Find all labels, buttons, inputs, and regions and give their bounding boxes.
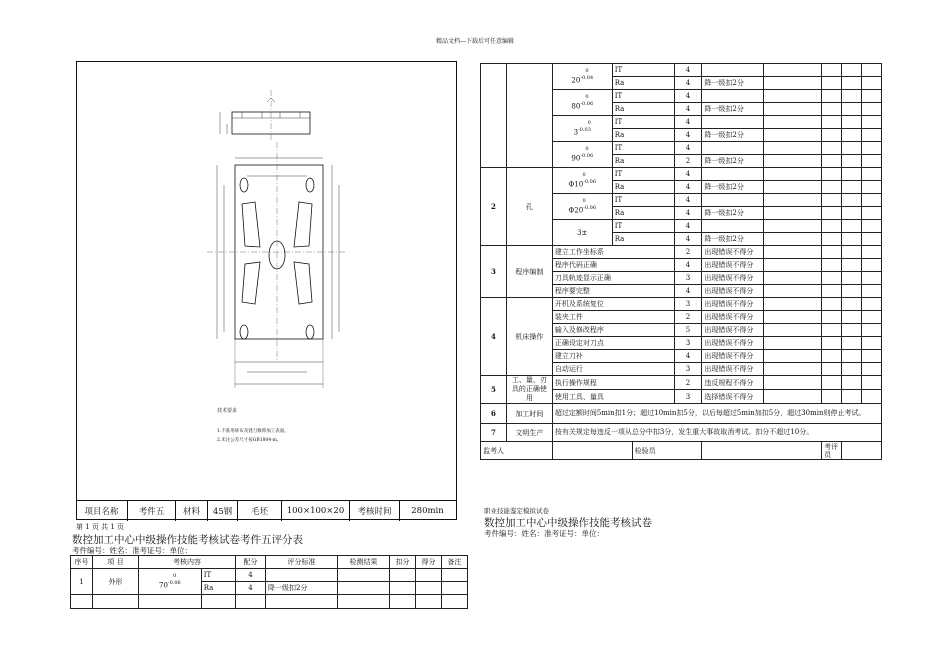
table-row bbox=[481, 376, 882, 390]
table-cell bbox=[861, 194, 881, 207]
table-cell: 4 bbox=[674, 116, 702, 129]
table-row bbox=[71, 595, 468, 609]
table-cell bbox=[822, 324, 842, 337]
table-cell: 降一级扣2分 bbox=[702, 207, 764, 220]
table-cell bbox=[842, 142, 862, 155]
table-cell bbox=[842, 220, 862, 233]
table-cell bbox=[842, 259, 862, 272]
table-cell bbox=[390, 582, 416, 595]
table-cell: 3 bbox=[481, 246, 507, 298]
table-cell: IT bbox=[612, 194, 674, 207]
table-cell bbox=[764, 90, 822, 103]
table-cell bbox=[861, 77, 881, 90]
table-cell bbox=[822, 129, 842, 142]
table-cell: 3 bbox=[674, 298, 702, 311]
table-row bbox=[481, 298, 882, 311]
table-cell: 使用工具、量具 bbox=[552, 390, 674, 404]
table-cell bbox=[702, 116, 764, 129]
table-cell bbox=[822, 337, 842, 350]
table-cell bbox=[842, 246, 862, 259]
table-cell: 降一级扣2分 bbox=[702, 103, 764, 116]
table-cell bbox=[338, 582, 390, 595]
table-cell: 出现错误不得分 bbox=[702, 324, 764, 337]
table-cell: Ra bbox=[612, 181, 674, 194]
table-cell bbox=[338, 569, 390, 582]
table-cell bbox=[822, 350, 842, 363]
table-cell bbox=[861, 90, 881, 103]
table-cell bbox=[861, 129, 881, 142]
table-cell: 降一级扣2分 bbox=[702, 155, 764, 168]
table-cell bbox=[822, 272, 842, 285]
table-cell: 加工时间 bbox=[506, 404, 552, 424]
checker-label: 检验员 bbox=[632, 442, 702, 460]
hole-no: 2 bbox=[481, 168, 507, 246]
table-cell bbox=[861, 233, 881, 246]
row1-dim: 0 $70^{-0.06}$ bbox=[139, 569, 202, 595]
inspector-label: 监考人 bbox=[481, 442, 553, 460]
table-cell bbox=[702, 220, 764, 233]
hdr-deduct: 扣分 bbox=[390, 556, 416, 569]
table-cell: IT bbox=[612, 116, 674, 129]
table-cell: 4 bbox=[674, 129, 702, 142]
table-cell: 出现错误不得分 bbox=[702, 350, 764, 363]
table-cell bbox=[822, 194, 842, 207]
table-cell bbox=[764, 64, 822, 77]
hdr-item: 项 目 bbox=[93, 556, 139, 569]
table-cell bbox=[416, 569, 442, 582]
table-cell bbox=[861, 337, 881, 350]
table-cell: 4 bbox=[674, 259, 702, 272]
table-cell bbox=[764, 168, 822, 181]
hdr-result: 检测结果 bbox=[338, 556, 390, 569]
table-cell bbox=[764, 259, 822, 272]
hdr-score: 得分 bbox=[416, 556, 442, 569]
material-value: 45钢 bbox=[208, 501, 238, 521]
table-cell bbox=[822, 168, 842, 181]
table-cell bbox=[702, 194, 764, 207]
table-cell: 0 $\Phi 20^{-0.06}$ bbox=[552, 194, 612, 220]
table-cell bbox=[236, 595, 266, 609]
table-cell bbox=[861, 363, 881, 376]
table-cell bbox=[861, 350, 881, 363]
table-cell bbox=[266, 569, 338, 582]
table-cell bbox=[416, 582, 442, 595]
table-cell bbox=[822, 77, 842, 90]
left-score-table bbox=[70, 555, 468, 609]
table-cell: 4 bbox=[674, 181, 702, 194]
time-value: 280min bbox=[411, 506, 444, 516]
table-cell: 开机及系统复位 bbox=[552, 298, 674, 311]
table-cell bbox=[702, 90, 764, 103]
notes-title: 技术要求 bbox=[217, 408, 238, 414]
table-cell bbox=[861, 220, 881, 233]
table-cell bbox=[764, 155, 822, 168]
table-cell: 2 bbox=[674, 376, 702, 390]
table-cell: 4 bbox=[674, 77, 702, 90]
table-cell bbox=[764, 311, 822, 324]
dim-80: 0 $80^{-0.06}$ bbox=[552, 90, 612, 116]
table-cell: 降一级扣2分 bbox=[702, 233, 764, 246]
row1-ra-pts: 4 bbox=[236, 582, 266, 595]
table-cell bbox=[842, 194, 862, 207]
table-cell bbox=[861, 285, 881, 298]
table-cell: 2 bbox=[674, 246, 702, 259]
table-cell: 选择错误不得分 bbox=[702, 390, 764, 404]
table-row bbox=[481, 64, 882, 77]
table-cell: Ra bbox=[612, 103, 674, 116]
table-cell bbox=[822, 259, 842, 272]
table-cell: 降一级扣2分 bbox=[702, 181, 764, 194]
table-cell bbox=[764, 103, 822, 116]
table-cell: 4 bbox=[674, 233, 702, 246]
table-cell bbox=[764, 324, 822, 337]
table-cell bbox=[416, 595, 442, 609]
hdr-points: 配分 bbox=[236, 556, 266, 569]
table-cell bbox=[842, 350, 862, 363]
table-cell: 4 bbox=[674, 285, 702, 298]
table-row bbox=[481, 424, 882, 442]
hdr-content: 考核内容 bbox=[139, 556, 236, 569]
table-cell: 装夹工件 bbox=[552, 311, 674, 324]
table-cell bbox=[842, 272, 862, 285]
table-cell: 4 bbox=[674, 207, 702, 220]
table-cell: 按有关规定每违反一项从总分中扣3分，发生重大事故取消考试。扣分不超过10分。 bbox=[552, 424, 881, 442]
table-cell: 4 bbox=[674, 168, 702, 181]
table-cell bbox=[842, 90, 862, 103]
table-cell bbox=[506, 64, 552, 168]
table-cell bbox=[702, 142, 764, 155]
table-cell bbox=[764, 285, 822, 298]
table-cell bbox=[764, 376, 822, 390]
table-cell bbox=[861, 324, 881, 337]
table-cell: 正确设定对刀点 bbox=[552, 337, 674, 350]
table-cell bbox=[93, 595, 139, 609]
drawing-notes bbox=[217, 427, 289, 445]
table-cell bbox=[842, 363, 862, 376]
table-cell: 违反规程不得分 bbox=[702, 376, 764, 390]
table-cell: 执行操作规程 bbox=[552, 376, 674, 390]
table-cell bbox=[71, 595, 93, 609]
table-cell bbox=[481, 64, 507, 168]
table-cell bbox=[764, 77, 822, 90]
table-cell bbox=[842, 233, 862, 246]
table-row bbox=[71, 569, 468, 582]
table-cell bbox=[842, 129, 862, 142]
table-cell bbox=[822, 142, 842, 155]
right-score-table bbox=[480, 63, 882, 460]
table-cell: 3± bbox=[552, 220, 612, 246]
table-cell bbox=[822, 233, 842, 246]
table-cell bbox=[861, 259, 881, 272]
table-cell: 降一级扣2分 bbox=[702, 129, 764, 142]
material-label: 材料 bbox=[176, 501, 208, 521]
table-cell: 0 $\Phi 10^{-0.06}$ bbox=[552, 168, 612, 194]
table-cell bbox=[822, 390, 842, 404]
table-cell bbox=[764, 129, 822, 142]
table-cell bbox=[842, 181, 862, 194]
table-cell bbox=[861, 376, 881, 390]
table-cell: 出现错误不得分 bbox=[702, 272, 764, 285]
table-row bbox=[481, 442, 882, 460]
table-cell: IT bbox=[612, 168, 674, 181]
table-cell: 文明生产 bbox=[506, 424, 552, 442]
row1-no: 1 bbox=[71, 569, 93, 595]
table-cell bbox=[842, 285, 862, 298]
table-cell bbox=[842, 77, 862, 90]
table-cell: 程序编制 bbox=[506, 246, 552, 298]
note-1: 1.不准用砂布及锉刀修饰加工表面。 bbox=[217, 429, 289, 434]
table-cell bbox=[842, 376, 862, 390]
table-cell bbox=[842, 311, 862, 324]
row1-ra: Ra bbox=[201, 582, 235, 595]
table-cell bbox=[764, 272, 822, 285]
table-cell: 工、量、刃具的正确使用 bbox=[506, 376, 552, 404]
table-cell bbox=[842, 298, 862, 311]
table-cell: 出现错误不得分 bbox=[702, 285, 764, 298]
table-cell: Ra bbox=[612, 77, 674, 90]
hdr-no: 序号 bbox=[71, 556, 93, 569]
table-cell bbox=[861, 142, 881, 155]
hdr-remark: 备注 bbox=[442, 556, 468, 569]
table-cell: 降一级扣2分 bbox=[702, 77, 764, 90]
table-cell bbox=[861, 207, 881, 220]
table-cell: 7 bbox=[481, 424, 507, 442]
table-cell: 出现错误不得分 bbox=[702, 259, 764, 272]
table-cell: 3 bbox=[674, 363, 702, 376]
table-cell bbox=[552, 442, 632, 460]
table-cell: 6 bbox=[481, 404, 507, 424]
table-cell bbox=[842, 324, 862, 337]
table-cell bbox=[822, 246, 842, 259]
score-sheet-title: 数控加工中心中级操作技能考核试卷考件五评分表 bbox=[72, 534, 303, 546]
table-cell: 出现错误不得分 bbox=[702, 298, 764, 311]
table-cell: IT bbox=[612, 64, 674, 77]
page-info: 第 1 页 共 1 页 bbox=[76, 523, 125, 531]
table-cell bbox=[390, 595, 416, 609]
row1-it: IT bbox=[201, 569, 235, 582]
table-cell bbox=[822, 103, 842, 116]
table-cell: 4 bbox=[674, 90, 702, 103]
examiner-label: 考评员 bbox=[822, 442, 842, 460]
dim-20: 0 $20^{-0.04}$ bbox=[552, 64, 612, 90]
table-cell bbox=[822, 207, 842, 220]
table-cell bbox=[842, 155, 862, 168]
dim-90: 0 $90^{-0.06}$ bbox=[552, 142, 612, 168]
table-cell bbox=[842, 168, 862, 181]
table-cell bbox=[822, 155, 842, 168]
table-row bbox=[481, 404, 882, 424]
table-cell bbox=[861, 311, 881, 324]
table-cell bbox=[764, 233, 822, 246]
row1-item: 外形 bbox=[93, 569, 139, 595]
table-cell bbox=[842, 103, 862, 116]
table-cell: 出现错误不得分 bbox=[702, 363, 764, 376]
time-label: 考核时间 bbox=[350, 501, 400, 521]
table-cell bbox=[842, 390, 862, 404]
table-cell: 4 bbox=[674, 220, 702, 233]
table-cell bbox=[764, 207, 822, 220]
hdr-standard: 评分标准 bbox=[266, 556, 338, 569]
table-cell bbox=[764, 220, 822, 233]
table-cell bbox=[822, 181, 842, 194]
note-2: 2.未注公差尺寸按GB1804-m。 bbox=[217, 438, 282, 443]
table-cell: 4 bbox=[674, 64, 702, 77]
table-cell: Ra bbox=[612, 233, 674, 246]
table-cell: Ra bbox=[612, 207, 674, 220]
table-cell: 4 bbox=[674, 103, 702, 116]
table-cell: 建立工作坐标系 bbox=[552, 246, 674, 259]
table-cell: Ra bbox=[612, 155, 674, 168]
item-name-value: 考件五 bbox=[128, 501, 176, 521]
table-cell bbox=[861, 103, 881, 116]
item-name-label: 项目名称 bbox=[76, 501, 128, 521]
table-cell bbox=[861, 64, 881, 77]
table-cell: 程序代码正确 bbox=[552, 259, 674, 272]
title-block bbox=[76, 500, 457, 521]
table-cell bbox=[764, 246, 822, 259]
table-cell: 3 bbox=[674, 272, 702, 285]
table-cell: 4 bbox=[674, 194, 702, 207]
row1-it-pts: 4 bbox=[236, 569, 266, 582]
table-cell: 4 bbox=[481, 298, 507, 376]
table-cell: 4 bbox=[674, 142, 702, 155]
table-cell bbox=[822, 311, 842, 324]
table-cell bbox=[764, 194, 822, 207]
table-cell: 3 bbox=[674, 390, 702, 404]
table-cell bbox=[842, 116, 862, 129]
table-cell bbox=[764, 363, 822, 376]
table-cell: 机床操作 bbox=[506, 298, 552, 376]
table-cell bbox=[822, 298, 842, 311]
table-cell bbox=[139, 595, 202, 609]
header-note: 精品文档---下载后可任意编辑 bbox=[435, 38, 515, 45]
table-cell bbox=[842, 442, 882, 460]
table-cell bbox=[442, 595, 468, 609]
table-cell: 出现错误不得分 bbox=[702, 311, 764, 324]
table-cell: 建立刀补 bbox=[552, 350, 674, 363]
table-cell bbox=[764, 298, 822, 311]
table-cell: 程序要完整 bbox=[552, 285, 674, 298]
table-cell bbox=[266, 595, 338, 609]
dim-3: 0 $3^{-0.03}$ bbox=[552, 116, 612, 142]
table-cell bbox=[442, 582, 468, 595]
table-cell: 4 bbox=[674, 350, 702, 363]
drawing-frame bbox=[76, 61, 457, 520]
table-cell bbox=[764, 337, 822, 350]
table-cell bbox=[822, 285, 842, 298]
table-cell bbox=[861, 298, 881, 311]
table-cell: 输入及修改程序 bbox=[552, 324, 674, 337]
table-cell: 5 bbox=[674, 324, 702, 337]
table-cell bbox=[764, 181, 822, 194]
table-cell bbox=[201, 595, 235, 609]
table-cell bbox=[764, 390, 822, 404]
table-cell bbox=[842, 207, 862, 220]
table-cell: 刀具轨迹显示正确 bbox=[552, 272, 674, 285]
mock-exam-label: 职业技能鉴定模拟试卷 bbox=[484, 507, 549, 515]
table-row bbox=[481, 168, 882, 181]
candidate-info: 考件编号：姓名：准考证号：单位： bbox=[72, 546, 192, 555]
table-cell: IT bbox=[612, 220, 674, 233]
table-cell bbox=[861, 155, 881, 168]
table-cell bbox=[861, 181, 881, 194]
table-cell bbox=[822, 116, 842, 129]
exam-title: 数控加工中心中级操作技能考核试卷 bbox=[484, 517, 652, 529]
blank-value: 100×100×20 bbox=[282, 501, 350, 521]
table-cell bbox=[764, 142, 822, 155]
table-cell: 2 bbox=[674, 311, 702, 324]
table-cell: 出现错误不得分 bbox=[702, 246, 764, 259]
table-cell: IT bbox=[612, 90, 674, 103]
row1-ra-std: 降一级扣2分 bbox=[266, 582, 338, 595]
table-cell: 超过定额时间5min扣1分；超过10min扣5分，以后每超过5min加扣5分，超过30min则停止考试。 bbox=[552, 404, 881, 424]
table-cell bbox=[861, 246, 881, 259]
table-cell bbox=[442, 569, 468, 582]
table-cell bbox=[861, 116, 881, 129]
table-cell bbox=[861, 168, 881, 181]
blank-label: 毛坯 bbox=[238, 501, 282, 521]
exam-candidate-info: 考件编号：姓名：准考证号：单位： bbox=[484, 529, 604, 538]
table-row bbox=[71, 556, 468, 569]
table-cell bbox=[822, 363, 842, 376]
table-cell bbox=[338, 595, 390, 609]
table-cell bbox=[861, 390, 881, 404]
table-cell bbox=[702, 64, 764, 77]
table-cell bbox=[764, 116, 822, 129]
table-cell bbox=[822, 64, 842, 77]
table-cell bbox=[861, 272, 881, 285]
table-cell bbox=[390, 569, 416, 582]
table-cell bbox=[702, 168, 764, 181]
table-cell bbox=[822, 220, 842, 233]
table-cell: 3 bbox=[674, 337, 702, 350]
table-cell: 5 bbox=[481, 376, 507, 404]
table-cell: Ra bbox=[612, 129, 674, 142]
table-cell bbox=[702, 442, 822, 460]
table-cell bbox=[822, 376, 842, 390]
table-cell bbox=[842, 337, 862, 350]
table-cell bbox=[842, 64, 862, 77]
table-cell bbox=[764, 350, 822, 363]
table-cell: 自动运行 bbox=[552, 363, 674, 376]
table-cell: 2 bbox=[674, 155, 702, 168]
table-row bbox=[481, 246, 882, 259]
hole-item: 孔 bbox=[506, 168, 552, 246]
table-cell: IT bbox=[612, 142, 674, 155]
table-cell: 出现错误不得分 bbox=[702, 337, 764, 350]
table-cell bbox=[822, 90, 842, 103]
